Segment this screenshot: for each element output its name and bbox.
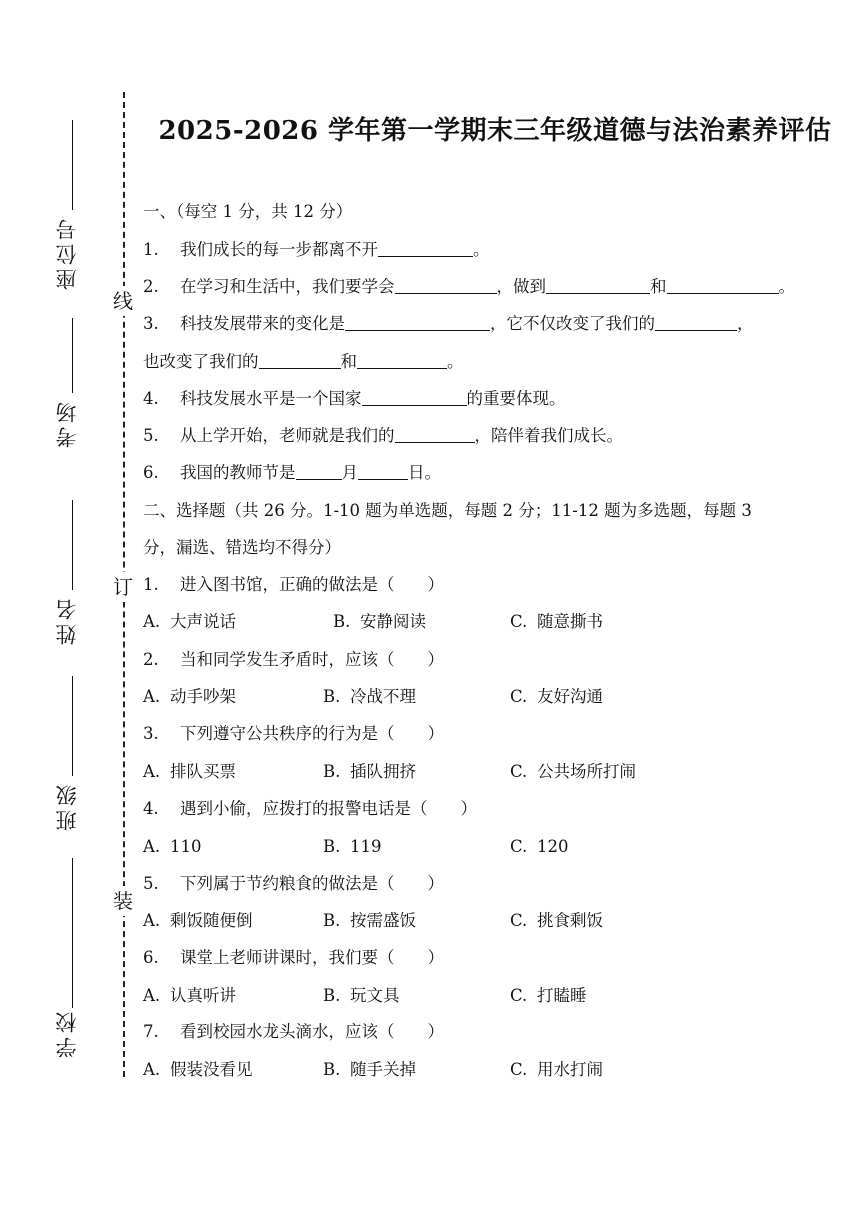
binding-char-xian: 线 bbox=[109, 286, 137, 316]
class-label: 班级 bbox=[55, 781, 79, 831]
question-text: 也改变了我们的 bbox=[143, 352, 259, 371]
room-label: 考场 bbox=[55, 398, 79, 448]
option-a[interactable]: A. 大声说话 bbox=[143, 612, 236, 631]
question-text: 看到校园水龙头滴水，应该（ ） bbox=[180, 1022, 444, 1041]
question-number: 2. bbox=[143, 277, 159, 296]
answer-blank[interactable] bbox=[345, 312, 490, 331]
question-text: ，做到 bbox=[496, 277, 546, 296]
option-c[interactable]: C. 打瞌睡 bbox=[510, 986, 587, 1005]
choice-question-3 bbox=[143, 722, 444, 746]
answer-blank[interactable] bbox=[362, 387, 467, 406]
question-text: 我们成长的每一步都离不开 bbox=[180, 240, 378, 259]
seat-field bbox=[38, 120, 90, 290]
room-write-line[interactable] bbox=[72, 318, 73, 393]
question-number: 2. bbox=[143, 650, 159, 669]
seat-label: 座位号 bbox=[55, 215, 79, 290]
answer-blank[interactable] bbox=[358, 461, 408, 480]
section1-heading: 一、（每空 1 分，共 12 分） bbox=[143, 202, 353, 221]
fill-question-4 bbox=[143, 387, 566, 411]
fill-question-3-line2 bbox=[143, 350, 464, 374]
school-write-line[interactable] bbox=[72, 858, 73, 1008]
choice-question-1 bbox=[143, 573, 444, 597]
option-b[interactable]: B. 插队拥挤 bbox=[323, 762, 416, 781]
class-field bbox=[38, 676, 90, 846]
choice-question-6 bbox=[143, 946, 444, 970]
option-b[interactable]: B. 随手关掉 bbox=[323, 1060, 416, 1079]
school-label: 学校 bbox=[55, 1008, 79, 1058]
option-c[interactable]: C. 用水打闹 bbox=[510, 1060, 603, 1079]
question-text: 和 bbox=[650, 277, 667, 296]
question-text: 的重要体现。 bbox=[466, 389, 566, 408]
option-a[interactable]: A. 动手吵架 bbox=[143, 687, 236, 706]
option-c[interactable]: C. 公共场所打闹 bbox=[510, 762, 636, 781]
question-text: 下列属于节约粮食的做法是（ ） bbox=[180, 874, 444, 893]
room-field bbox=[38, 318, 90, 458]
choice-question-4 bbox=[143, 797, 477, 821]
fill-question-5 bbox=[143, 424, 623, 448]
name-field bbox=[38, 500, 90, 650]
answer-blank[interactable] bbox=[378, 238, 473, 257]
option-a[interactable]: A. 认真听讲 bbox=[143, 986, 236, 1005]
question-text: 。 bbox=[778, 277, 795, 296]
option-b[interactable]: B. 按需盛饭 bbox=[323, 911, 416, 930]
question-text: 课堂上老师讲课时，我们要（ ） bbox=[180, 948, 444, 967]
question-text: 遇到小偷，应拨打的报警电话是（ ） bbox=[180, 799, 477, 818]
question-text: ，陪伴着我们成长。 bbox=[474, 426, 623, 445]
choice-question-5 bbox=[143, 872, 444, 896]
question-number: 5. bbox=[143, 426, 159, 445]
answer-blank[interactable] bbox=[667, 275, 779, 294]
fill-question-2 bbox=[143, 275, 795, 299]
option-b[interactable]: B. 玩文具 bbox=[323, 986, 400, 1005]
fill-question-3 bbox=[143, 312, 754, 336]
class-write-line[interactable] bbox=[72, 676, 73, 776]
binding-char-zhuang: 装 bbox=[109, 886, 137, 916]
question-number: 3. bbox=[143, 724, 159, 743]
option-c[interactable]: C. 友好沟通 bbox=[510, 687, 603, 706]
question-text: 和 bbox=[340, 352, 357, 371]
seat-write-line[interactable] bbox=[72, 120, 73, 210]
school-field bbox=[38, 858, 90, 1068]
question-number: 4. bbox=[143, 799, 159, 818]
choice-question-2 bbox=[143, 648, 444, 672]
answer-blank[interactable] bbox=[546, 275, 650, 294]
option-c[interactable]: C. 120 bbox=[510, 837, 569, 856]
question-number: 3. bbox=[143, 314, 159, 333]
option-a[interactable]: A. 剩饭随便倒 bbox=[143, 911, 253, 930]
answer-blank[interactable] bbox=[395, 275, 497, 294]
question-text: 科技发展水平是一个国家 bbox=[180, 389, 362, 408]
question-number: 7. bbox=[143, 1022, 159, 1041]
fill-question-1 bbox=[143, 238, 490, 262]
option-c[interactable]: C. 挑食剩饭 bbox=[510, 911, 603, 930]
question-text: 。 bbox=[473, 240, 490, 259]
answer-blank[interactable] bbox=[259, 350, 341, 369]
question-number: 1. bbox=[143, 575, 159, 594]
binding-char-ding: 订 bbox=[109, 572, 137, 602]
section2-heading-cont: 分，漏选、错选均不得分） bbox=[143, 538, 341, 557]
question-text: ，它不仅改变了我们的 bbox=[490, 314, 655, 333]
option-c[interactable]: C. 随意撕书 bbox=[510, 612, 603, 631]
option-b[interactable]: B. 119 bbox=[323, 837, 382, 856]
question-number: 5. bbox=[143, 874, 159, 893]
option-b[interactable]: B. 安静阅读 bbox=[333, 612, 426, 631]
question-number: 4. bbox=[143, 389, 159, 408]
answer-blank[interactable] bbox=[296, 461, 342, 480]
name-label: 姓名 bbox=[55, 595, 79, 645]
answer-blank[interactable] bbox=[357, 350, 447, 369]
question-text: 。 bbox=[447, 352, 464, 371]
section2-heading: 二、选择题（共 26 分。1-10 题为单选题，每题 2 分；11-12 题为多选题，每题 3 bbox=[143, 501, 752, 520]
exam-title: 2025-2026 学年第一学期末三年级道德与法治素养评估 bbox=[158, 116, 832, 146]
answer-blank[interactable] bbox=[655, 312, 737, 331]
option-a[interactable]: A. 110 bbox=[143, 837, 202, 856]
fill-question-6 bbox=[143, 461, 441, 485]
question-text: 在学习和生活中，我们要学会 bbox=[180, 277, 395, 296]
option-b[interactable]: B. 冷战不理 bbox=[323, 687, 416, 706]
question-number: 6. bbox=[143, 948, 159, 967]
question-text: ， bbox=[737, 314, 754, 333]
question-number: 6. bbox=[143, 463, 159, 482]
option-a[interactable]: A. 排队买票 bbox=[143, 762, 236, 781]
choice-question-7 bbox=[143, 1020, 444, 1044]
name-write-line[interactable] bbox=[72, 500, 73, 590]
question-text: 日。 bbox=[408, 463, 441, 482]
question-number: 1. bbox=[143, 240, 159, 259]
question-text: 我国的教师节是 bbox=[180, 463, 296, 482]
question-text: 科技发展带来的变化是 bbox=[180, 314, 345, 333]
question-text: 下列遵守公共秩序的行为是（ ） bbox=[180, 724, 444, 743]
answer-blank[interactable] bbox=[395, 424, 475, 443]
question-text: 进入图书馆，正确的做法是（ ） bbox=[180, 575, 444, 594]
question-text: 从上学开始，老师就是我们的 bbox=[180, 426, 395, 445]
question-text: 月 bbox=[341, 463, 358, 482]
question-text: 当和同学发生矛盾时，应该（ ） bbox=[180, 650, 444, 669]
option-a[interactable]: A. 假装没看见 bbox=[143, 1060, 253, 1079]
